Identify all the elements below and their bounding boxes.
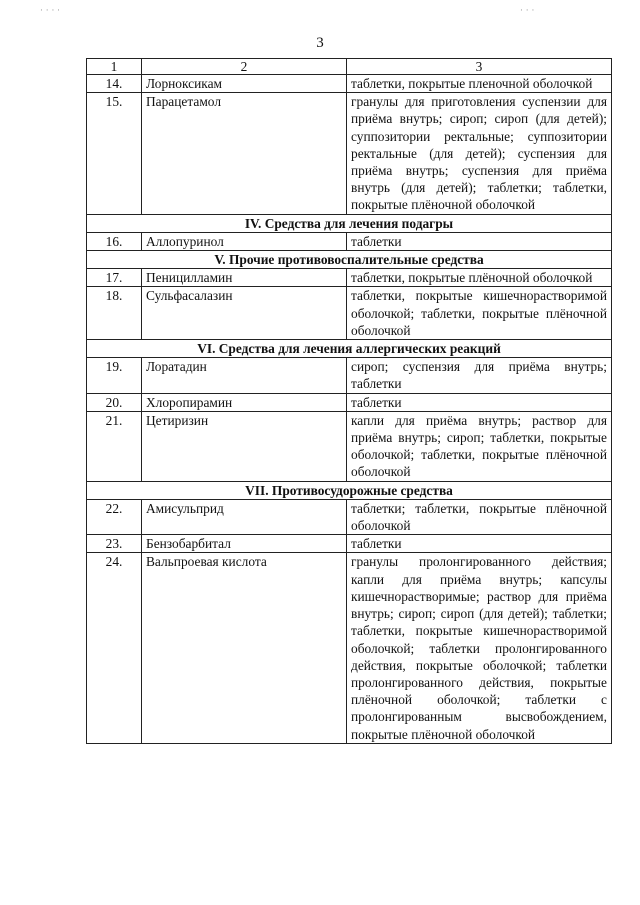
section-title: VII. Противосудорожные средства [87, 481, 612, 499]
dosage-form: таблетки, покрытые плёночной оболочкой [347, 269, 612, 287]
dosage-form: сироп; суспензия для приёма внутрь; таблетки [347, 358, 612, 393]
dosage-form: гранулы для приготовления суспензии для приёма внутрь; сироп; сироп (для детей); суппозитории ректальные; суппозитории ректальные (для детей); суспензия для приёма внутрь; суспензия для приёма внутрь (для детей); таблетки; таблетки, покрытые плёночной оболочкой [347, 93, 612, 214]
dosage-form: гранулы пролонгированного действия; капли для приёма внутрь; капсулы кишечнорастворимые; раствор для приёма внутрь; сироп; сироп (для детей); таблетки; таблетки, покрытые кишечнорастворимой оболочкой; таблетки пролонгированного действия, покрытые оболочкой; таблетки пролонгированного действия, покрытые плёночной оболочкой; таблетки с пролонгированным высвобождением, покрытые плёночной оболочкой [347, 553, 612, 743]
header-col-form: 3 [347, 59, 612, 75]
dosage-form: таблетки, покрытые пленочной оболочкой [347, 75, 612, 93]
row-number: 14. [87, 75, 142, 93]
drug-table [86, 58, 612, 744]
drug-name: Бензобарбитал [142, 535, 347, 553]
drug-name: Лорноксикам [142, 75, 347, 93]
dosage-form: таблетки, покрытые кишечнорастворимой оболочкой; таблетки, покрытые плёночной оболочкой [347, 287, 612, 340]
dosage-form: таблетки; таблетки, покрытые плёночной оболочкой [347, 499, 612, 534]
drug-name: Лоратадин [142, 358, 347, 393]
drug-name: Амисульприд [142, 499, 347, 534]
dosage-form: таблетки [347, 535, 612, 553]
table-row [87, 232, 612, 250]
row-number: 18. [87, 287, 142, 340]
drug-name: Хлоропирамин [142, 393, 347, 411]
drug-name: Пеницилламин [142, 269, 347, 287]
table-row [87, 269, 612, 287]
scan-artifact: · · · · [40, 6, 61, 16]
row-number: 23. [87, 535, 142, 553]
drug-name: Сульфасалазин [142, 287, 347, 340]
table-row [87, 393, 612, 411]
section-row [87, 251, 612, 269]
scan-artifact: · · · [520, 6, 535, 16]
section-row [87, 214, 612, 232]
row-number: 24. [87, 553, 142, 743]
row-number: 16. [87, 232, 142, 250]
header-col-number: 1 [87, 59, 142, 75]
header-col-name: 2 [142, 59, 347, 75]
table-row [87, 75, 612, 93]
row-number: 15. [87, 93, 142, 214]
row-number: 22. [87, 499, 142, 534]
table-row [87, 553, 612, 743]
dosage-form: капли для приёма внутрь; раствор для приёма внутрь; сироп; таблетки, покрытые оболочкой; таблетки, покрытые плёночной оболочкой [347, 411, 612, 481]
section-title: V. Прочие противовоспалительные средства [87, 251, 612, 269]
page-number: 3 [316, 35, 324, 51]
table-header-row [87, 59, 612, 75]
row-number: 19. [87, 358, 142, 393]
table-row [87, 287, 612, 340]
table-row [87, 93, 612, 214]
row-number: 20. [87, 393, 142, 411]
row-number: 17. [87, 269, 142, 287]
drug-name: Вальпроевая кислота [142, 553, 347, 743]
table-row [87, 358, 612, 393]
drug-name: Аллопуринол [142, 232, 347, 250]
table-body [87, 59, 612, 744]
drug-name: Парацетамол [142, 93, 347, 214]
dosage-form: таблетки [347, 393, 612, 411]
section-row [87, 481, 612, 499]
table-row [87, 499, 612, 534]
section-title: VI. Средства для лечения аллергических реакций [87, 340, 612, 358]
section-row [87, 340, 612, 358]
table-row [87, 535, 612, 553]
drug-name: Цетиризин [142, 411, 347, 481]
row-number: 21. [87, 411, 142, 481]
table-row [87, 411, 612, 481]
dosage-form: таблетки [347, 232, 612, 250]
section-title: IV. Средства для лечения подагры [87, 214, 612, 232]
